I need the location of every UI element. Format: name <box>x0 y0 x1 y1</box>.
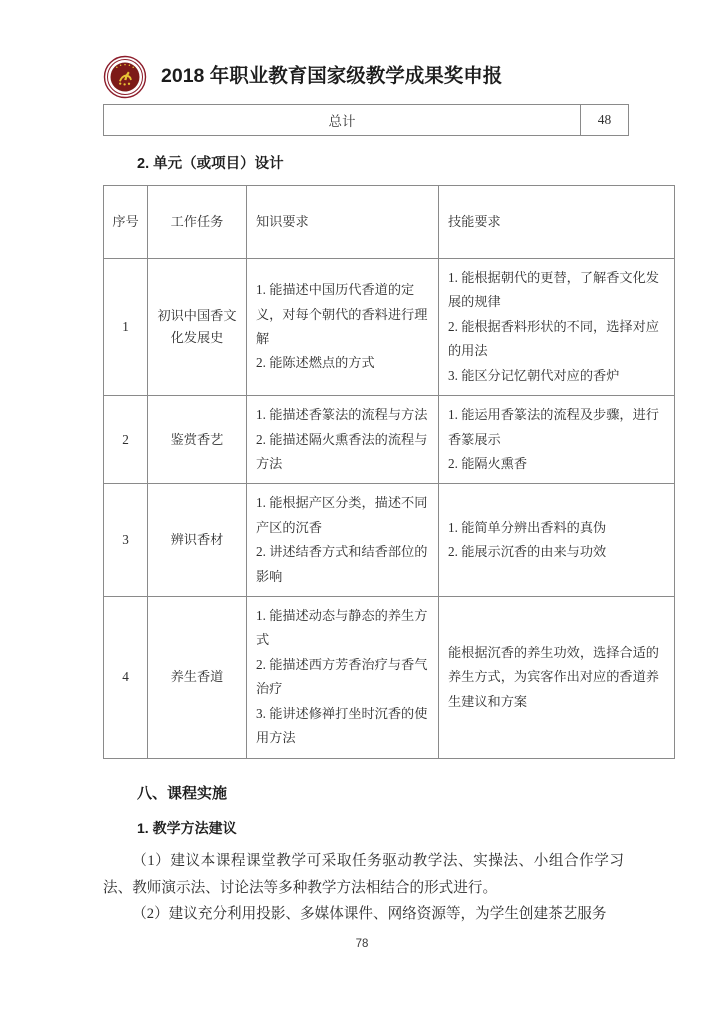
seal-emblem-icon <box>103 55 147 99</box>
column-header-knowledge: 知识要求 <box>247 186 439 259</box>
unit-table-body <box>104 259 675 759</box>
unit-design-heading: 2. 单元（或项目）设计 <box>137 156 284 172</box>
row-skill: 1. 能根据朝代的更替，了解香文化发展的规律 2. 能根据香料形状的不同，选择对应的用法 3. 能区分记忆朝代对应的香炉 <box>439 259 675 396</box>
row-task: 鉴赏香艺 <box>148 396 247 484</box>
page-number: 78 <box>355 938 369 950</box>
row-skill: 能根据沉香的养生功效，选择合适的养生方式，为宾客作出对应的香道养生建议和方案 <box>439 597 675 759</box>
row-knowledge: 1. 能描述动态与静态的养生方式 2. 能描述西方芳香治疗与香气治疗 3. 能讲述修禅打坐时沉香的使用方法 <box>247 597 439 759</box>
body-paragraphs <box>103 848 624 928</box>
document-header <box>103 52 623 102</box>
table-row <box>104 105 629 136</box>
row-no: 2 <box>104 396 148 484</box>
table-row <box>104 484 675 597</box>
total-summary-table <box>103 104 629 136</box>
paragraph-1: （1）建议本课程课堂教学可采取任务驱动教学法、实操法、小组合作学习法、教师演示法、讨论法等多种教学方法相结合的形式进行。 <box>103 853 624 896</box>
row-task: 辨识香材 <box>148 484 247 597</box>
subsection-heading-teaching-methods: 1. 教学方法建议 <box>137 820 237 836</box>
row-knowledge: 1. 能描述中国历代香道的定义，对每个朝代的香料进行理解 2. 能陈述燃点的方式 <box>247 259 439 396</box>
row-task: 养生香道 <box>148 597 247 759</box>
paragraph-2: （2）建议充分利用投影、多媒体课件、网络资源等，为学生创建茶艺服务 <box>132 906 607 922</box>
total-label-cell: 总计 <box>104 105 581 136</box>
row-no: 4 <box>104 597 148 759</box>
row-knowledge: 1. 能描述香篆法的流程与方法 2. 能描述隔火熏香法的流程与方法 <box>247 396 439 484</box>
row-no: 1 <box>104 259 148 396</box>
row-knowledge: 1. 能根据产区分类，描述不同产区的沉香 2. 讲述结香方式和结香部位的影响 <box>247 484 439 597</box>
column-header-skill: 技能要求 <box>439 186 675 259</box>
section-heading-course-implementation: 八、课程实施 <box>137 785 228 802</box>
table-row <box>104 597 675 759</box>
document-title: 2018 年职业教育国家级教学成果奖申报 <box>161 65 503 88</box>
table-row <box>104 396 675 484</box>
unit-design-table <box>103 185 675 759</box>
table-row <box>104 259 675 396</box>
column-header-task: 工作任务 <box>148 186 247 259</box>
column-header-no: 序号 <box>104 186 148 259</box>
row-skill: 1. 能简单分辨出香料的真伪 2. 能展示沉香的由来与功效 <box>439 484 675 597</box>
row-skill: 1. 能运用香篆法的流程及步骤，进行香篆展示 2. 能隔火熏香 <box>439 396 675 484</box>
row-no: 3 <box>104 484 148 597</box>
table-header-row <box>104 186 675 259</box>
row-task: 初识中国香文化发展史 <box>148 259 247 396</box>
total-value-cell: 48 <box>581 105 629 136</box>
